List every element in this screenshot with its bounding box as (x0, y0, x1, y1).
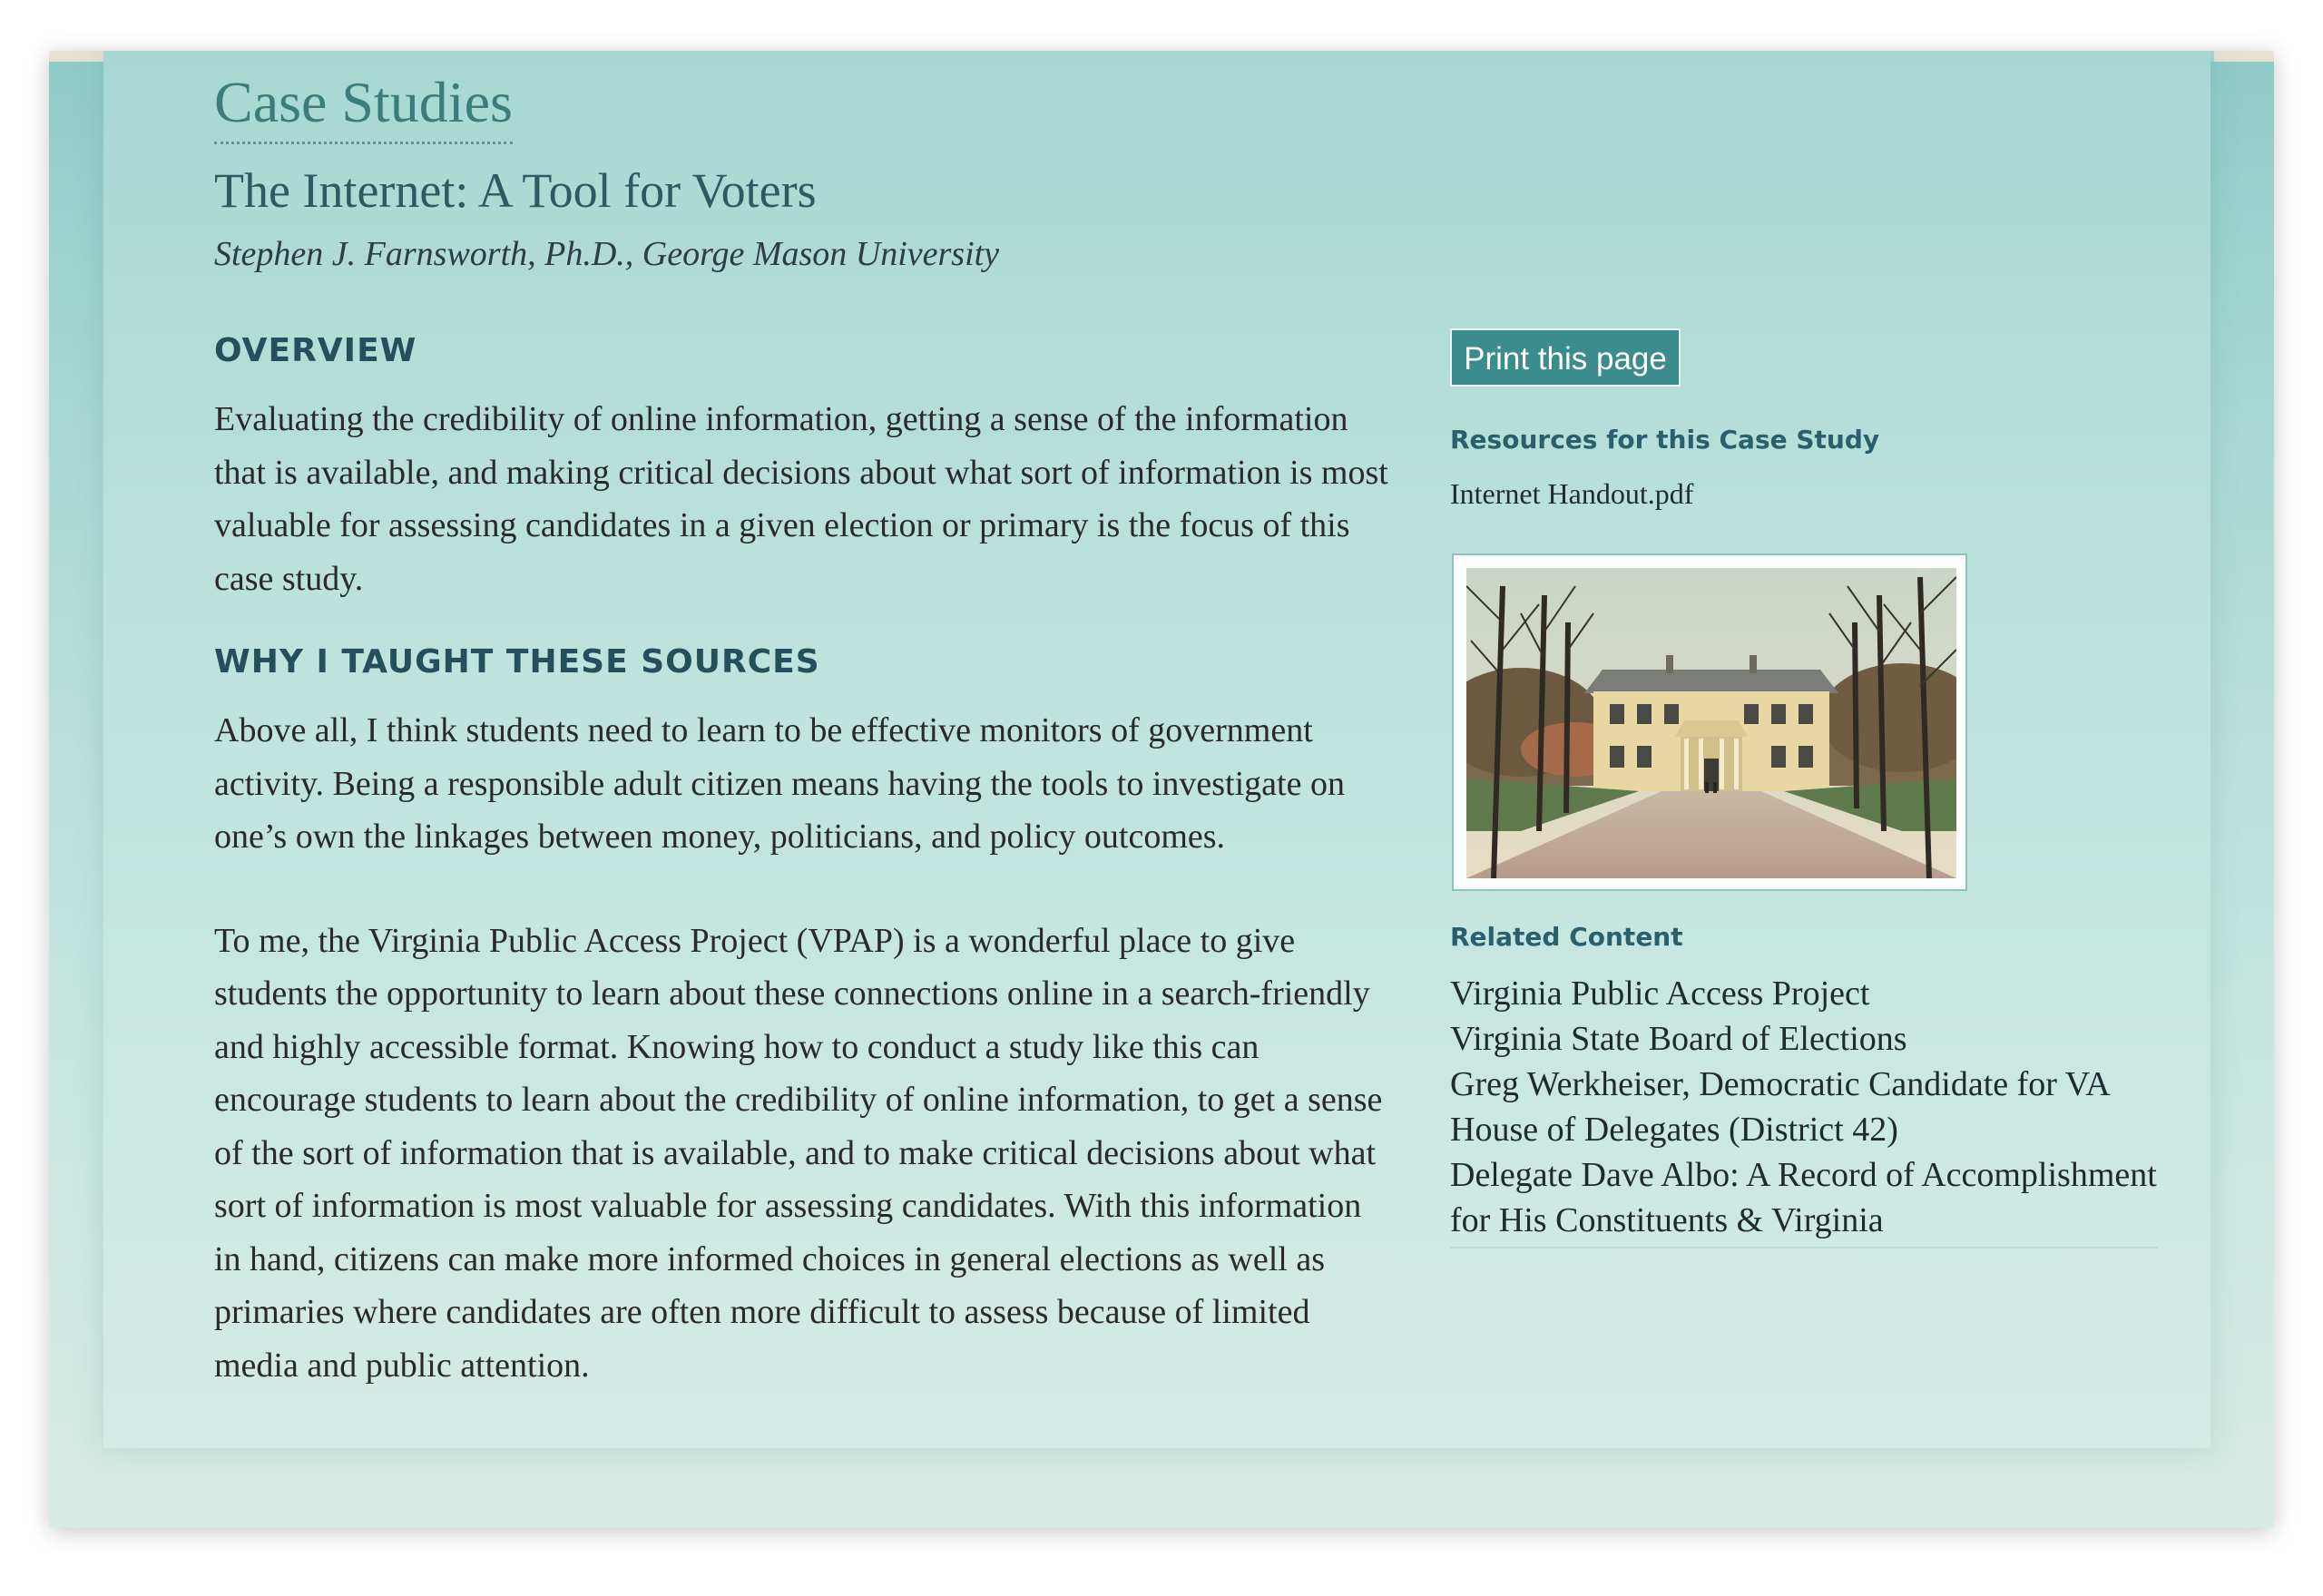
page-title: The Internet: A Tool for Voters (214, 163, 817, 218)
why-heading: WHY I TAUGHT THESE SOURCES (214, 643, 820, 681)
related-link-albo[interactable]: Delegate Dave Albo: A Record of Accomplishment for His Constituents & Virginia (1450, 1156, 2157, 1239)
sidebar-divider (1450, 294, 2158, 296)
related-link-vpap[interactable]: Virginia Public Access Project (1450, 974, 1870, 1013)
related-content-heading: Related Content (1450, 922, 1683, 952)
historic-mansion-photo (1466, 568, 1956, 878)
overview-paragraph: Evaluating the credibility of online information, getting a sense of the information that is available, and making critical decisions about what sort of information is most valuable for assessing candidates in a given election or primary is the focus of this case study. (214, 400, 1388, 598)
resource-link-pdf[interactable]: Internet Handout.pdf (1450, 477, 1694, 510)
print-page-button[interactable]: Print this page (1450, 328, 1681, 387)
case-study-image[interactable] (1452, 553, 1967, 891)
author-byline: Stephen J. Farnsworth, Ph.D., George Mason University (214, 235, 1000, 273)
related-link-werkheiser[interactable]: Greg Werkheiser, Democratic Candidate for VA House of Delegates (District 42) (1450, 1065, 2109, 1149)
related-content-list (1450, 971, 2158, 1248)
overview-heading: OVERVIEW (214, 332, 417, 369)
why-paragraph-1: Above all, I think students need to learn to be effective monitors of government activity. Being a responsible adult citizen means having the tools to investigate on one’s own the linkages between money, politicians, and policy outcomes. (214, 711, 1345, 856)
page-frame (49, 51, 2274, 1528)
main-column (214, 332, 1394, 1425)
why-paragraph-2: To me, the Virginia Public Access Project (VPAP) is a wonderful place to give students the opportunity to learn about these connections online in a search-friendly and highly accessible format. Knowing how to conduct a study like this can encourage students to learn about the credibility of online information, to get a sense of the sort of information that is available, and to make critical decisions about what sort of information is most valuable for assessing candidates. With this information in hand, citizens can make more informed choices in general elections as well as primaries where candidates are often more difficult to assess because of limited media and public attention. (214, 921, 1383, 1385)
related-link-state-board[interactable]: Virginia State Board of Elections (1450, 1020, 1907, 1058)
resources-heading: Resources for this Case Study (1450, 425, 1880, 455)
content-panel (103, 51, 2210, 1448)
section-title[interactable]: Case Studies (214, 69, 513, 144)
